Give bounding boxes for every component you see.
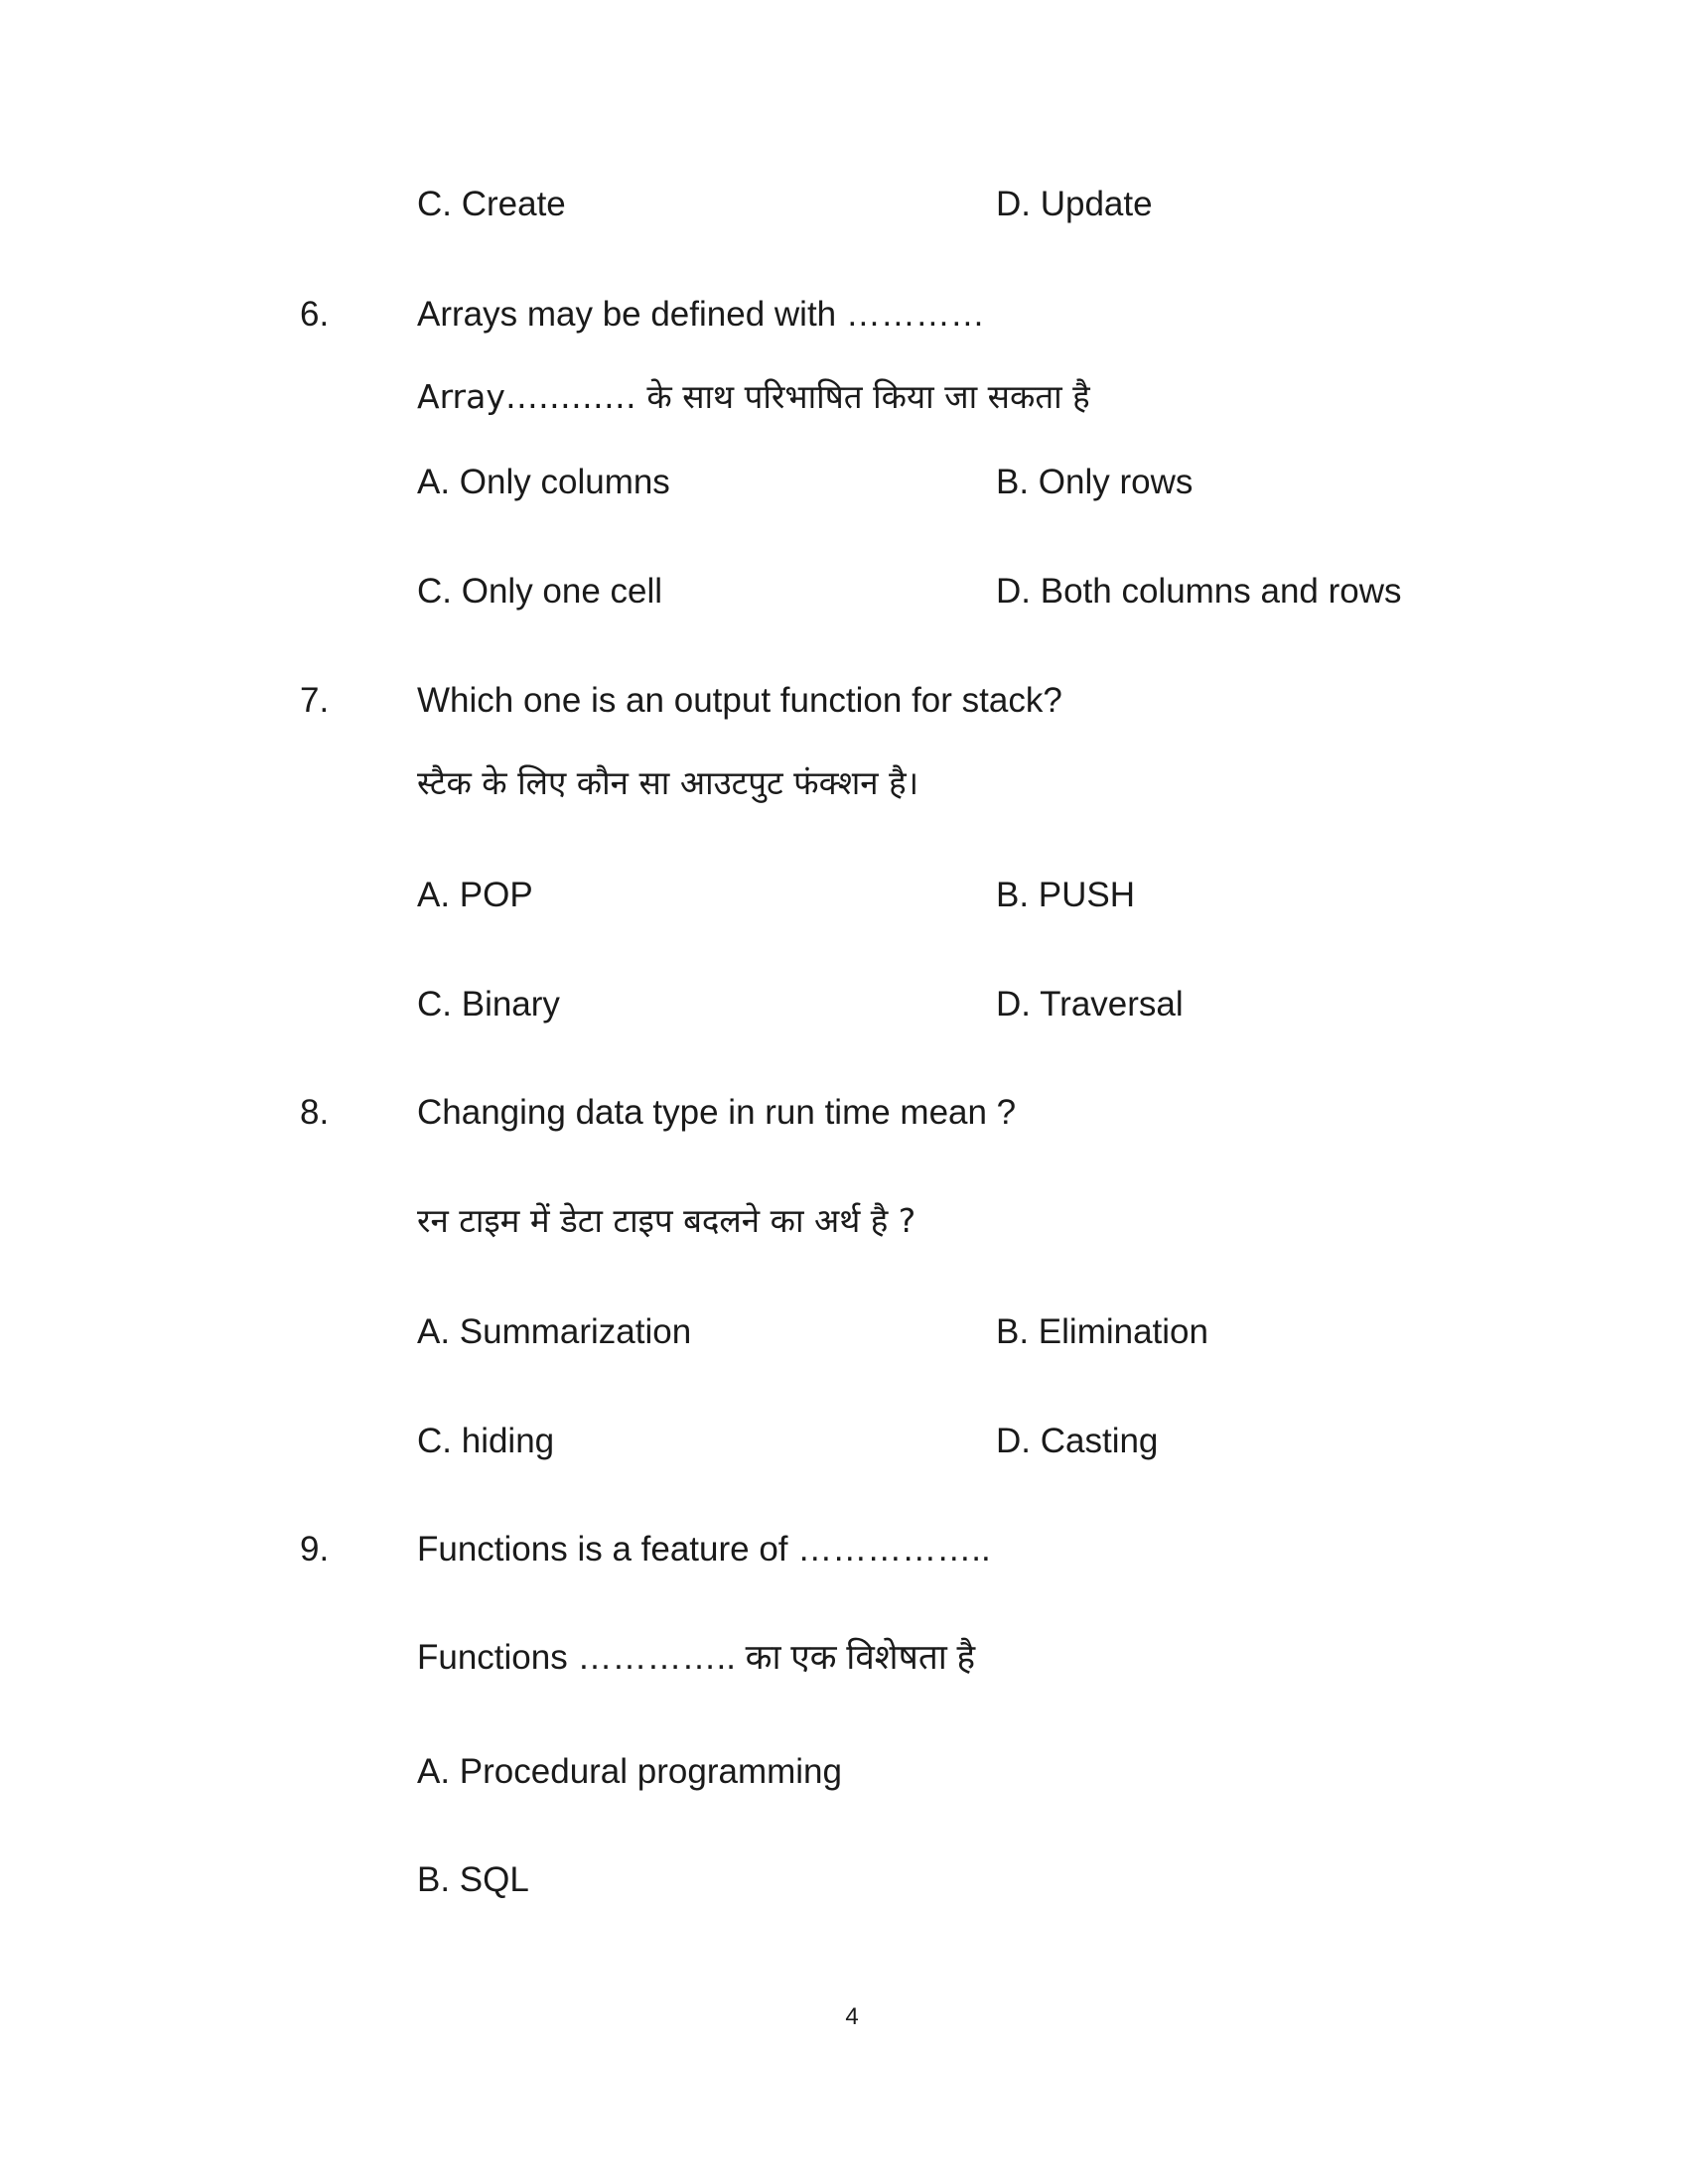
question-8-option-d: D. Casting	[996, 1422, 1159, 1460]
question-7-english: Which one is an output function for stack?	[417, 681, 1062, 720]
question-9-number: 9.	[300, 1530, 330, 1569]
question-8-hindi: रन टाइम में डेटा टाइप बदलने का अर्थ है ?	[417, 1201, 916, 1240]
question-9-option-a: A. Procedural programming	[417, 1752, 842, 1791]
question-8-option-c: C. hiding	[417, 1422, 555, 1460]
question-8-number: 8.	[300, 1093, 330, 1132]
question-7-option-a: A. POP	[417, 876, 533, 914]
option-c: C. Create	[417, 185, 566, 223]
question-9-english: Functions is a feature of ……………..	[417, 1530, 991, 1569]
question-7-option-c: C. Binary	[417, 985, 560, 1024]
question-6-option-a: A. Only columns	[417, 463, 670, 501]
question-6-hindi: Array………… के साथ परिभाषित किया जा सकता है	[417, 377, 1090, 416]
question-8-option-a: A. Summarization	[417, 1312, 692, 1351]
option-d: D. Update	[996, 185, 1153, 223]
question-8-english: Changing data type in run time mean ?	[417, 1093, 1017, 1132]
question-9-option-b: B. SQL	[417, 1860, 529, 1899]
question-8-option-b: B. Elimination	[996, 1312, 1208, 1351]
question-7-number: 7.	[300, 681, 330, 720]
question-6-english: Arrays may be defined with …………	[417, 295, 985, 334]
question-7-option-d: D. Traversal	[996, 985, 1184, 1024]
page-number: 4	[845, 2003, 859, 2030]
question-6-option-d: D. Both columns and rows	[996, 572, 1402, 611]
question-9-hindi: Functions ………….. का एक विशेषता है	[417, 1638, 976, 1677]
question-7-hindi: स्टैक के लिए कौन सा आउटपुट फंक्शन है।	[417, 763, 919, 802]
question-7-option-b: B. PUSH	[996, 876, 1136, 914]
question-6-number: 6.	[300, 295, 330, 334]
question-6-option-b: B. Only rows	[996, 463, 1194, 501]
question-6-option-c: C. Only one cell	[417, 572, 663, 611]
